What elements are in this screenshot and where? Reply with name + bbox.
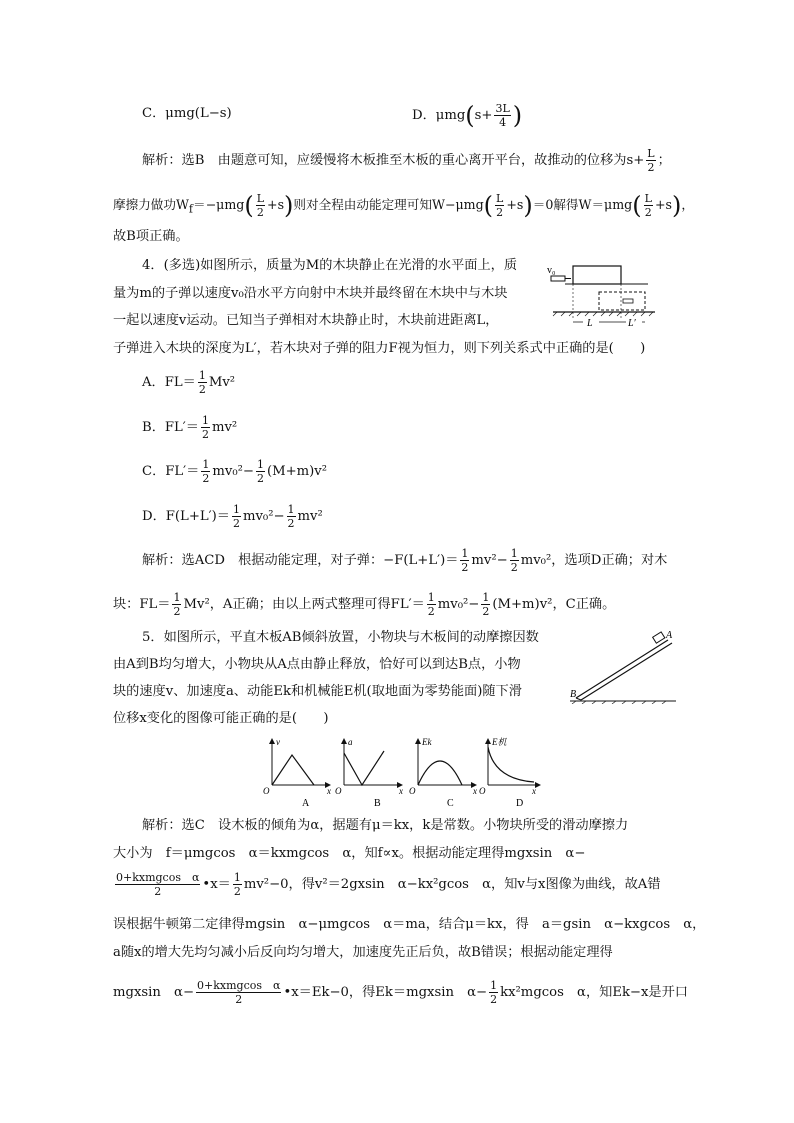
q5-graphs xyxy=(262,735,544,809)
graph-d-curve xyxy=(488,747,534,782)
bullet-block-figure xyxy=(543,260,663,330)
q5-solution-line-4: 误根据牛顿第二定律得mgsin α−μmgcos α＝ma，结合μ＝kx，得 a＝gsin α−kxgcos α， xyxy=(113,917,706,932)
graph-a xyxy=(263,737,331,809)
graph-d-caption: D xyxy=(516,798,524,809)
q4-solution-line-2: 块：FL＝ $\frac{1}{2}$ Mv²，A正确；由以上两式整理可得FL′＝ $\frac{1}{2}$ mv₀²− $\frac{1}{2}$ (M+m)v²，C正确。 xyxy=(113,591,616,618)
option-d: D．μmg(s+ $\frac{3L}{4}$ ) xyxy=(412,101,523,130)
graph-c-origin: O xyxy=(409,786,416,796)
point-A-label: A xyxy=(666,630,673,641)
graph-d-xlabel: x xyxy=(532,786,536,796)
graph-a-caption: A xyxy=(302,798,310,809)
q3-solution-line-3: 故B项正确。 xyxy=(113,229,189,244)
graph-c-ylabel: Ek xyxy=(422,737,432,747)
graph-b-origin: O xyxy=(335,786,342,796)
graph-a-ylabel: v xyxy=(276,737,280,747)
graph-a-curve xyxy=(272,755,314,785)
q3-solution-line-2: 摩擦力做功$W_f=-\mu mg$( $\frac{L}{2}$ +s)则对全程由动能定理可知W−μmg( $\frac{L}{2}$ +s)＝0解得W＝μmg( $\frac{L}{2}$ +s)， xyxy=(113,191,694,220)
q4-stem-2: 量为m的子弹以速度v₀沿水平方向射中木块并最终留在木块中与木块 xyxy=(113,286,508,301)
block-final xyxy=(599,292,645,310)
graph-b xyxy=(335,737,403,809)
graph-a-xlabel: x xyxy=(327,786,331,796)
q3-solution-line-1: 解析：选B 由题意可知，应缓慢将木板推至木板的重心离开平台，故推动的位移为s+ $\frac{L}{2}$ ； xyxy=(142,147,671,174)
graph-d-ylabel: E机 xyxy=(492,737,507,747)
q5-solution-line-1: 解析：选C 设木板的倾角为α，据题有μ＝kx，k是常数。小物块所受的滑动摩擦力 xyxy=(142,818,629,833)
q4-option-b: B．FL′＝ $\frac{1}{2}$ mv² xyxy=(142,414,238,441)
q4-option-d: D．F(L+L′)＝ $\frac{1}{2}$ mv₀²− $\frac{1}{2}$ mv² xyxy=(142,503,323,530)
q4-solution-line-1: 解析：选ACD 根据动能定理，对子弹：−F(L+L′)＝ $\frac{1}{2}$ mv²− $\frac{1}{2}$ mv₀²，选项D正确；对木 xyxy=(142,547,668,574)
q5-stem-3: 块的速度v、加速度a、动能Ek和机械能E机(取地面为零势能面)随下滑 xyxy=(113,684,522,699)
graph-c-curve xyxy=(418,761,462,785)
graph-c-xlabel: x xyxy=(473,786,477,796)
graph-b-ylabel: a xyxy=(348,737,353,747)
fig-v0-label: v₀ xyxy=(547,265,556,276)
q4-option-c: C．FL′＝ $\frac{1}{2}$ mv₀²− $\frac{1}{2}$ (M+m)v² xyxy=(142,458,328,485)
fig-Lprime-label: L′ xyxy=(628,318,636,329)
q5-stem-4: 位移x变化的图像可能正确的是( ) xyxy=(113,711,329,726)
graph-b-curve xyxy=(344,751,384,785)
graph-c-caption: C xyxy=(447,798,454,809)
q4-stem-1: 4．(多选)如图所示，质量为M的木块静止在光滑的水平面上，质 xyxy=(142,258,518,273)
q4-stem-3: 一起以速度v运动。已知当子弹相对木块静止时，木块前进距离L， xyxy=(113,313,499,328)
small-block xyxy=(653,632,665,643)
q5-solution-line-6: mgxsin α− $\frac{\text{0+kxmgcos α}}{2}$ •x＝Ek−0，得Ek＝mgxsin α− $\frac{1}{2}$ kx²mgcos α，知Ek−x是开口 xyxy=(113,979,688,1006)
q5-solution-line-3: $\frac{\text{0+kxmgcos α}}{2}$ •x＝ $\frac{1}{2}$ mv²−0，得v²＝2gxsin α−kx²gcos α，知v与x图像为曲线，故A错 xyxy=(116,871,661,898)
graph-d xyxy=(479,737,540,809)
point-B-label: B xyxy=(570,689,577,700)
q4-option-a: A．FL＝ $\frac{1}{2}$ Mv² xyxy=(142,369,236,396)
q5-stem-1: 5．如图所示，平直木板AB倾斜放置，小物块与木板间的动摩擦因数 xyxy=(142,630,539,645)
graph-c xyxy=(409,737,477,809)
incline-figure xyxy=(568,628,678,704)
graph-a-origin: O xyxy=(263,786,270,796)
graph-d-origin: O xyxy=(479,786,486,796)
option-c: C．μmg(L−s) xyxy=(142,106,232,121)
q5-solution-line-2: 大小为 f＝μmgcos α＝kxmgcos α，知f∝x。根据动能定理得mgxsin α− xyxy=(113,846,586,861)
q5-solution-line-5: a随x的增大先均匀减小后反向均匀增大，加速度先正后负，故B错误；根据动能定理得 xyxy=(113,945,613,960)
graph-b-caption: B xyxy=(374,798,381,809)
graph-b-xlabel: x xyxy=(399,786,403,796)
fig-L-label: L xyxy=(587,318,593,329)
q4-stem-4: 子弹进入木块的深度为L′，若木块对子弹的阻力F视为恒力，则下列关系式中正确的是( ) xyxy=(113,341,646,356)
q5-stem-2: 由A到B均匀增大，小物块从A点由静止释放，恰好可以到达B点，小物 xyxy=(113,657,521,672)
block-initial xyxy=(573,266,621,284)
